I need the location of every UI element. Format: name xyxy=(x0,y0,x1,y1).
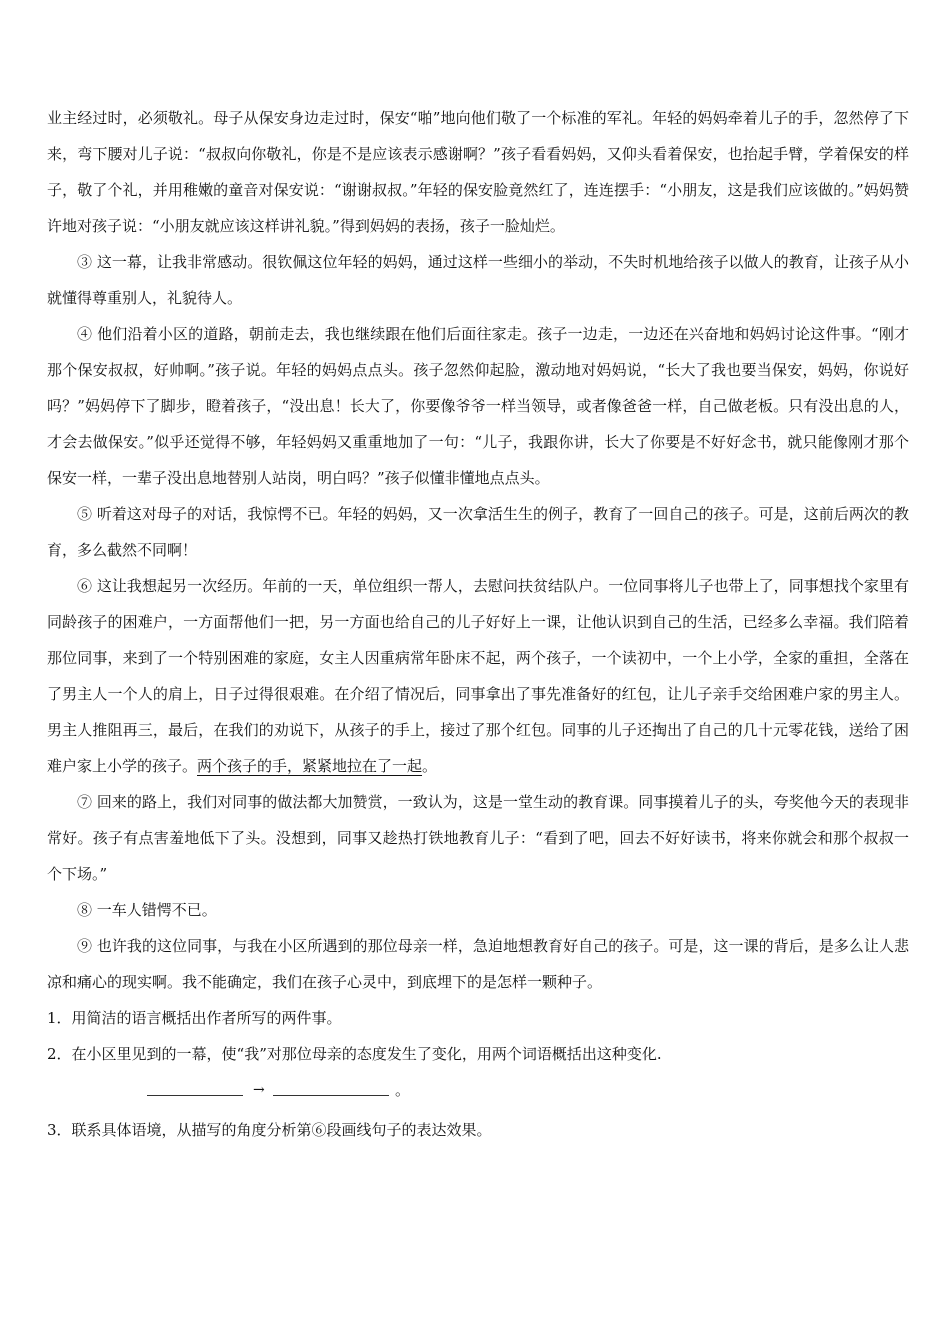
paragraph-6-end: 。 xyxy=(422,757,438,775)
answer-period: 。 xyxy=(395,1081,411,1099)
paragraph-3: ③ 这一幕，让我非常感动。很钦佩这位年轻的妈妈，通过这样一些细小的举动，不失时机地给孩子以做人的教育，让孩子从小就懂得尊重别人，礼貌待人。 xyxy=(47,253,909,307)
paragraph-4: ④ 他们沿着小区的道路，朝前走去，我也继续跟在他们后面往家走。孩子一边走，一边还在兴奋地和妈妈讨论这件事。“刚才那个保安叔叔，好帅啊。”孩子说。年轻的妈妈点点头。孩子忽然仰起脸，激动地对妈妈说，“长大了我也要当保安，妈妈，你说好吗？”妈妈停下了脚步，瞪着孩子，“没出息！长大了，你要像爷爷一样当领导，或者像爸爸一样，自己做老板。只有没出息的人，才会去做保安。”似乎还觉得不够，年轻妈妈又重重地加了一句：“儿子，我跟你讲，长大了你要是不好好念书，就只能像刚才那个保安一样，一辈子没出息地替别人站岗，明白吗？”孩子似懂非懂地点点头。 xyxy=(47,325,909,487)
question-1: 1．用简洁的语言概括出作者所写的两件事。 xyxy=(47,1009,342,1027)
answer-blank-2[interactable] xyxy=(273,1094,389,1096)
paragraph-6-main: ⑥ 这让我想起另一次经历。年前的一天，单位组织一帮人，去慰问扶贫结队户。一位同事将儿子也带上了，同事想找个家里有同龄孩子的困难户，一方面帮他们一把，另一方面也给自己的儿子好好上一课，让他认识到自己的生活，已经多么幸福。我们陪着那位同事，来到了一个特别困难的家庭，女主人因重病常年卧床不起，两个孩子，一个读初中，一个上小学，全家的重担，全落在了男主人一个人的肩上，日子过得很艰难。在介绍了情况后，同事拿出了事先准备好的红包，让儿子亲手交给困难户家的男主人。男主人推阻再三，最后，在我们的劝说下，从孩子的手上，接过了那个红包。同事的儿子还掏出了自己的几十元零花钱，送给了困难户家上小学的孩子。 xyxy=(47,577,909,775)
question-2-answer-line xyxy=(47,1072,909,1112)
question-3: 3．联系具体语境，从描写的角度分析第⑥段画线句子的表达效果。 xyxy=(47,1121,492,1139)
paragraph-5: ⑤ 听着这对母子的对话，我惊愕不已。年轻的妈妈，又一次拿活生生的例子，教育了一回自己的孩子。可是，这前后两次的教育，多么截然不同啊！ xyxy=(47,505,909,559)
paragraph-continued: 业主经过时，必须敬礼。母子从保安身边走过时，保安“啪”地向他们敬了一个标准的军礼。年轻的妈妈牵着儿子的手，忽然停了下来，弯下腰对儿子说：“叔叔向你敬礼，你是不是应该表示感谢啊？”孩子看看妈妈，又仰头看着保安，也抬起手臂，学着保安的样子，敬了个礼，并用稚嫩的童音对保安说：“谢谢叔叔。”年轻的保安脸竟然红了，连连摆手：“小朋友，这是我们应该做的。”妈妈赞许地对孩子说：“小朋友就应该这样讲礼貌。”得到妈妈的表扬，孩子一脸灿烂。 xyxy=(47,109,909,235)
question-2: 2．在小区里见到的一幕，使“我”对那位母亲的态度发生了变化，用两个词语概括出这种变化. xyxy=(47,1045,662,1063)
underlined-sentence: 两个孩子的手，紧紧地拉在了一起 xyxy=(197,757,423,775)
paragraph-6 xyxy=(47,568,909,784)
paragraph-9: ⑨ 也许我的这位同事，与我在小区所遇到的那位母亲一样，急迫地想教育好自己的孩子。可是，这一课的背后，是多么让人悲凉和痛心的现实啊。我不能确定，我们在孩子心灵中，到底埋下的是怎样一颗种子。 xyxy=(47,937,909,991)
arrow-icon: → xyxy=(253,1082,265,1098)
paragraph-7: ⑦ 回来的路上，我们对同事的做法都大加赞赏，一致认为，这是一堂生动的教育课。同事摸着儿子的头，夸奖他今天的表现非常好。孩子有点害羞地低下了头。没想到，同事又趁热打铁地教育儿子：“看到了吧，回去不好好读书，将来你就会和那个叔叔一个下场。” xyxy=(47,793,909,883)
document-page xyxy=(47,100,909,1148)
paragraph-8: ⑧ 一车人错愕不已。 xyxy=(77,901,217,919)
answer-blank-1[interactable] xyxy=(147,1094,243,1096)
